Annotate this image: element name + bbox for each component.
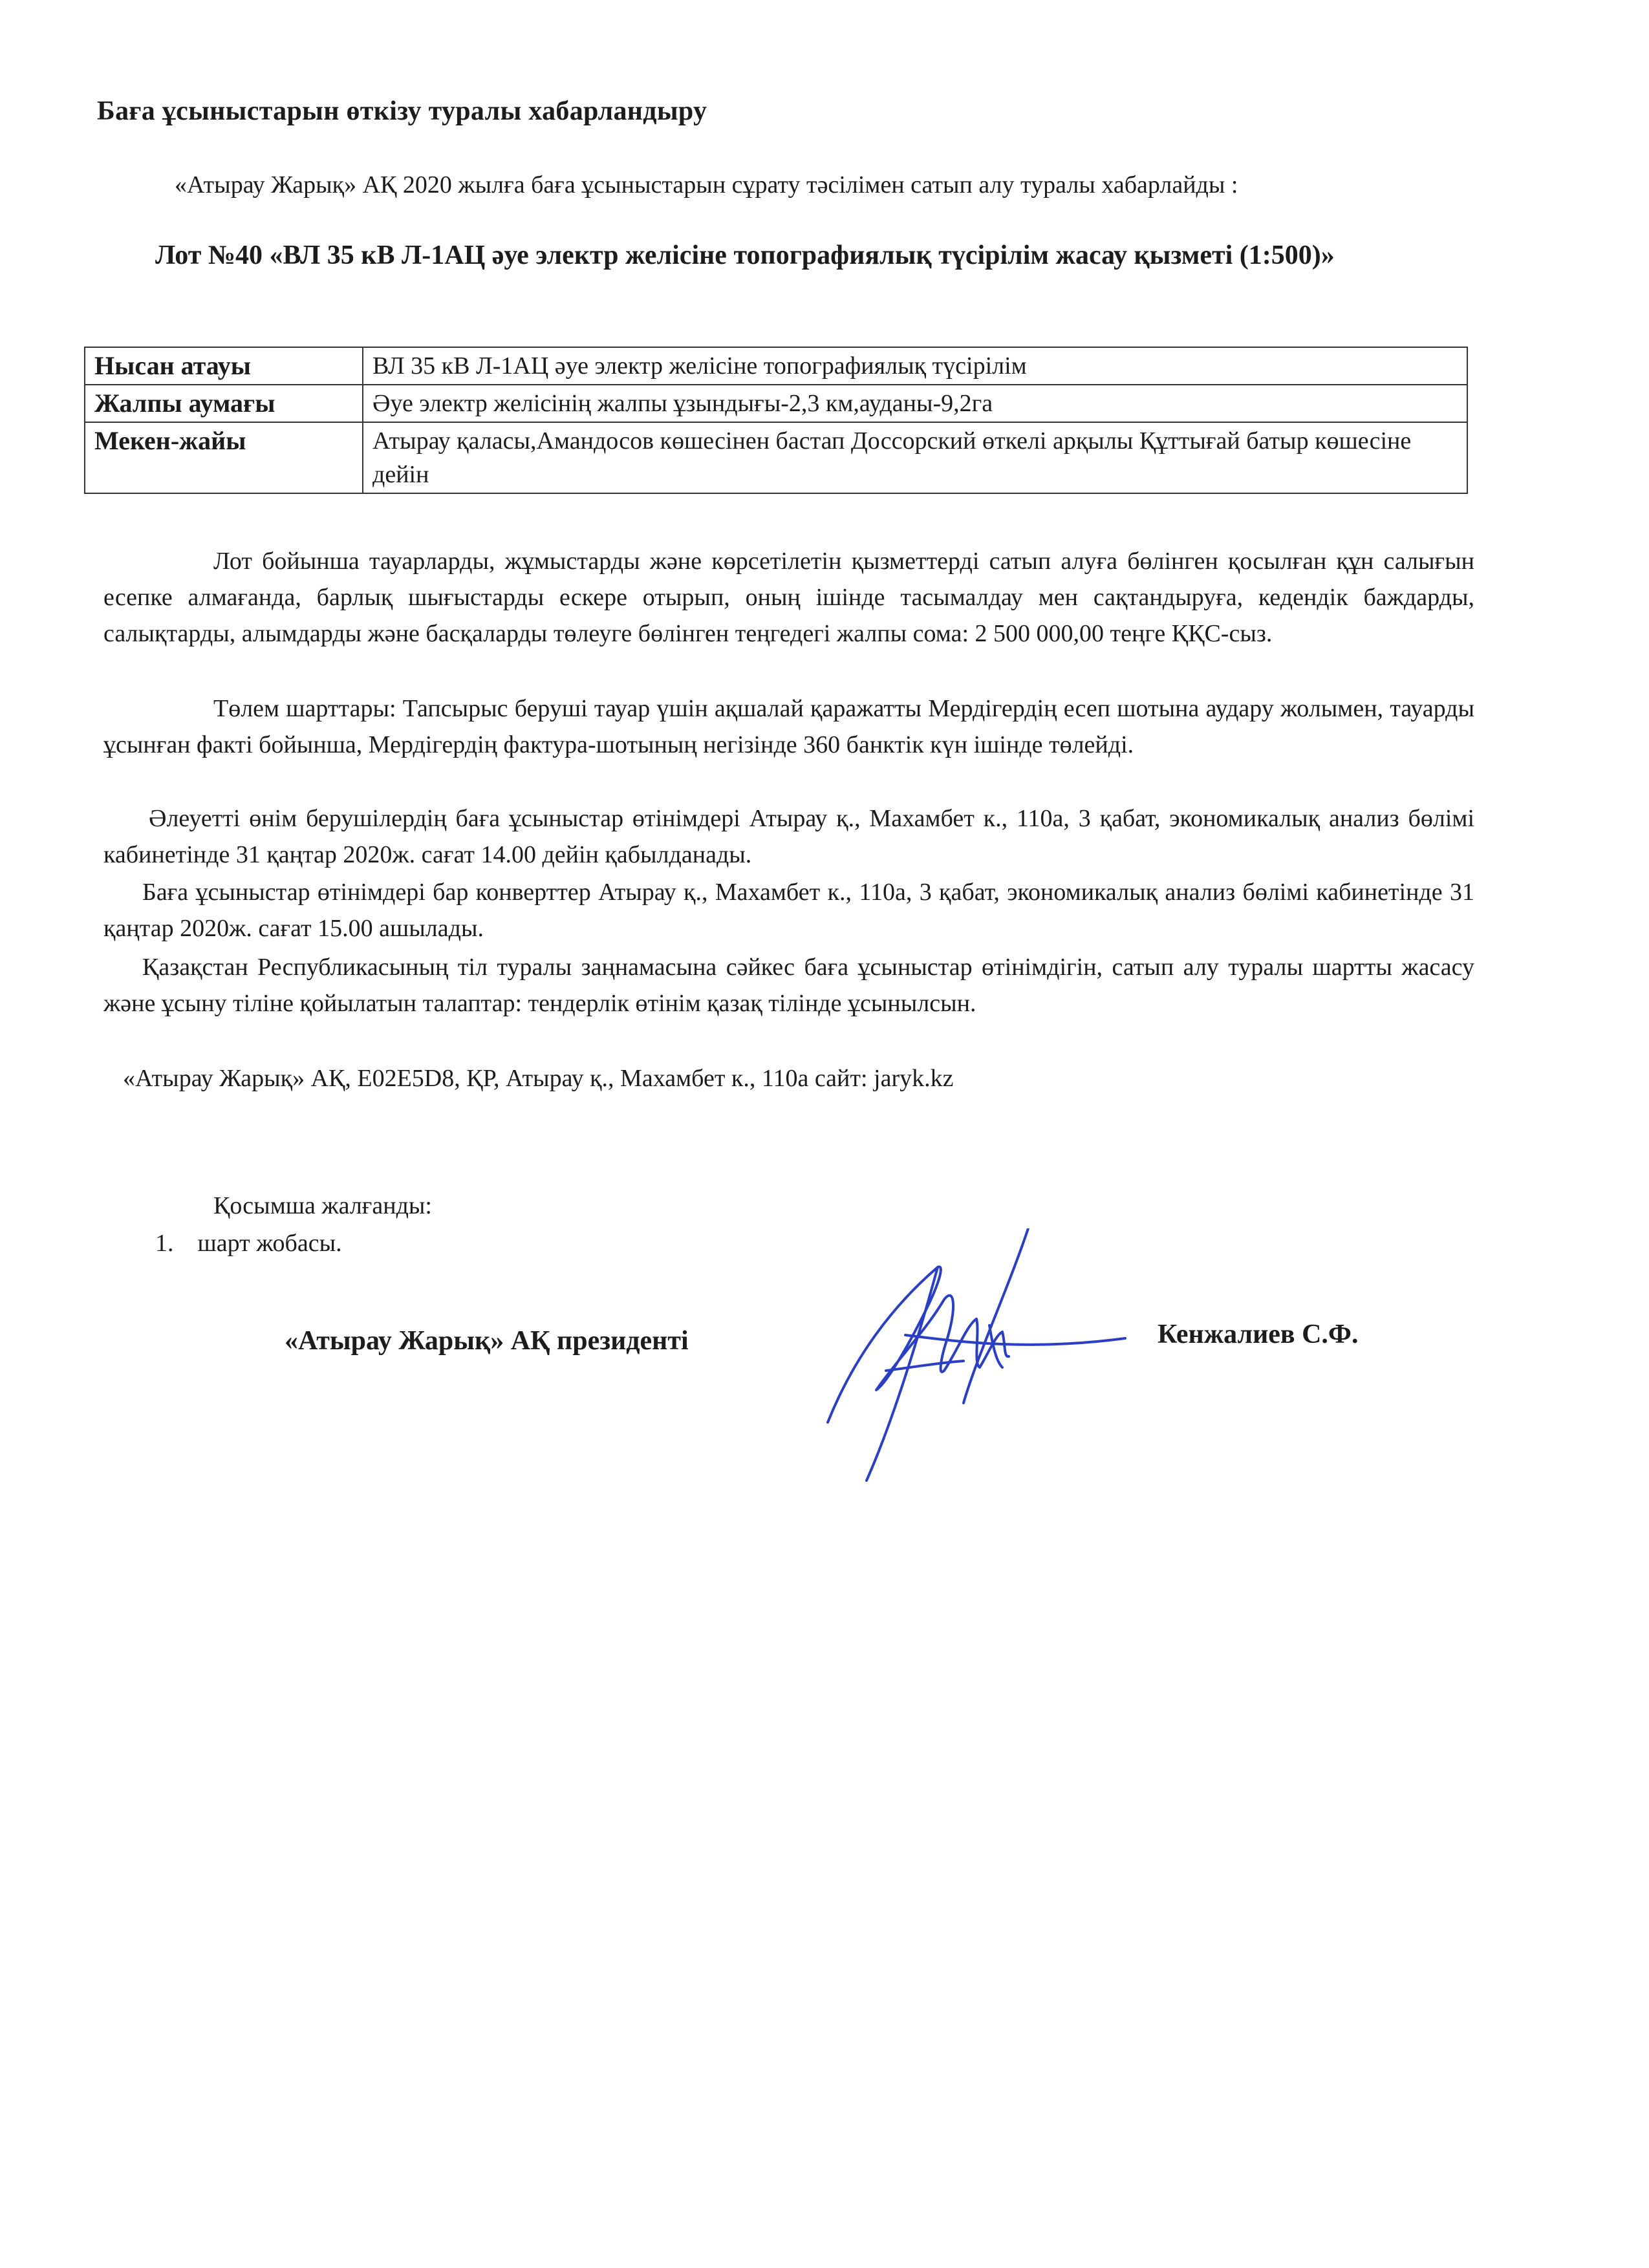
contacts-paragraph: «Атырау Жарық» АҚ, E02E5D8, ҚР, Атырау қ., Махамбет к., 110а сайт: jaryk.kz [123, 1065, 954, 1092]
table-key-cell: Нысан атауы [85, 347, 363, 385]
table-value-cell: Атырау қаласы,Амандосов көшесінен бастап Доссорский өткелі арқылы Құттығай батыр көшесіне дейін [363, 422, 1467, 493]
list-item-number: 1. [155, 1230, 174, 1257]
opening-paragraph: Баға ұсыныстар өтінімдері бар конверттер Атырау қ., Махамбет к., 110а, 3 қабат, экономикалық анализ бөлімі кабинетінде 31 қаңтар 2020ж. сағат 15.00 ашылады. [103, 879, 1474, 942]
table-value-cell: Әуе электр желісінің жалпы ұзындығы-2,3 км,ауданы-9,2га [363, 385, 1467, 422]
signatory-name: Кенжалиев С.Ф. [1158, 1320, 1359, 1349]
signature-image [815, 1228, 1151, 1500]
payment-terms-paragraph: Төлем шарттары: Тапсырыс беруші тауар үшін ақшалай қаражатты Мердігердің есеп шотына аудару жолымен, тауарды ұсынған факті бойынша, Мердігердің фактура-шотының негізінде 360 банктік күн ішінде төлейді. [103, 695, 1474, 758]
attachments-label: Қосымша жалғанды: [213, 1192, 432, 1219]
lot-title: Лот №40 «ВЛ 35 кВ Л-1АЦ әуе электр желісіне топографиялық түсірілім жасау қызметі (1:500)» [155, 241, 1335, 270]
list-item-text: шарт жобасы. [197, 1230, 342, 1257]
submission-paragraph: Әлеуетті өнім берушілердің баға ұсыныстар өтінімдері Атырау қ., Махамбет к., 110а, 3 қабат, экономикалық анализ бөлімі кабинетінде 31 қаңтар 2020ж. сағат 14.00 дейін қабылданады. [103, 805, 1474, 868]
table-key-cell: Мекен-жайы [85, 422, 363, 493]
document-heading: Баға ұсыныстарын өткізу туралы хабарландыру [97, 96, 707, 126]
object-info-table [84, 347, 1468, 494]
table-row [85, 385, 1467, 422]
table-key-cell: Жалпы аумағы [85, 385, 363, 422]
list-item [155, 1225, 342, 1262]
table-value-cell: ВЛ 35 кВ Л-1АЦ әуе электр желісіне топографиялық түсірілім [363, 347, 1467, 385]
language-paragraph: Қазақстан Республикасының тіл туралы заңнамасына сәйкес баға ұсыныстар өтінімдігін, сатып алу туралы шартты жасасу және ұсыну тіліне қойылатын талаптар: тендерлік өтінім қазақ тілінде ұсынылсын. [103, 954, 1474, 1017]
intro-paragraph: «Атырау Жарық» АҚ 2020 жылға баға ұсыныстарын сұрату тәсілімен сатып алу туралы хабарлайды : [175, 171, 1238, 198]
table-row [85, 347, 1467, 385]
amount-paragraph: Лот бойынша тауарларды, жұмыстарды және көрсетілетін қызметтерді сатып алуға бөлінген қосылған құн салығын есепке алмағанда, барлық шығыстарды ескере отырып, оның ішінде тасымалдау мен сақтандыруға, кедендік баждарды, салықтарды, алымдарды және басқаларды төлеуге бөлінген теңгедегі жалпы сома: 2 500 000,00 теңге ҚҚС-сыз. [103, 548, 1474, 647]
table-row [85, 422, 1467, 493]
signatory-role: «Атырау Жарық» АҚ президенті [285, 1326, 689, 1356]
